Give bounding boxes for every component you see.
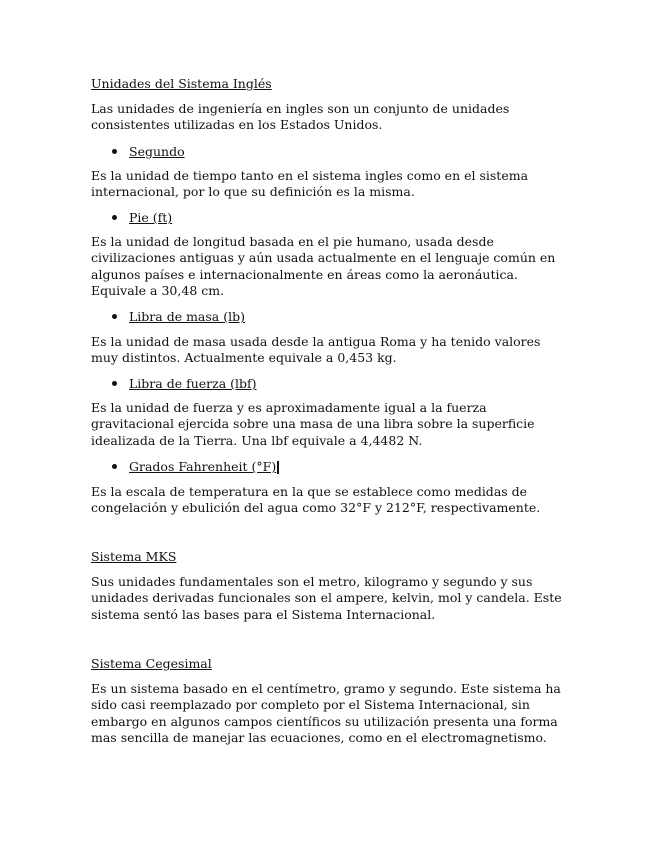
- section-text-cegesimal: Es un sistema basado en el centímetro, gramo y segundo. Este sistema ha sido casi reemplazado por completo por el Sistema Internacional, sin embargo en algunos campos científicos su utilización presenta una forma mas sencilla de manejar las ecuaciones, como en el electromagnetismo.: [91, 681, 561, 745]
- section-title-sistema-ingles: Unidades del Sistema Inglés: [91, 76, 272, 91]
- list-item-label: Grados Fahrenheit (°F): [129, 459, 277, 474]
- list-item-description: Es la unidad de fuerza y es aproximadamente igual a la fuerza gravitacional ejercida sobre una masa de una libra sobre la superficie idealizada de la Tierra. Una lbf equivale a 4,4482 N.: [91, 400, 535, 448]
- bullet-icon: [112, 464, 117, 469]
- bullet-icon: [112, 381, 117, 386]
- text-cursor: [277, 461, 279, 474]
- list-item-description: Es la unidad de longitud basada en el pie humano, usada desde civilizaciones antiguas y aún usada actualmente en el lenguaje común en algunos países e internacionalmente en áreas como la aeronáutica. Equivale a 30,48 cm.: [91, 234, 556, 298]
- list-item-segundo: [112, 144, 185, 159]
- list-item-libra-masa: [112, 309, 245, 324]
- list-item-description: Es la escala de temperatura en la que se establece como medidas de congelación y ebulición del agua como 32°F y 212°F, respectivamente.: [91, 484, 541, 516]
- list-item-libra-fuerza: [112, 376, 257, 391]
- list-item-label: Segundo: [129, 144, 185, 159]
- bullet-icon: [112, 215, 117, 220]
- list-item-label: Pie (ft): [129, 210, 173, 225]
- list-item-pie: [112, 210, 172, 225]
- section-text-mks: Sus unidades fundamentales son el metro, kilogramo y segundo y sus unidades derivadas funcionales son el ampere, kelvin, mol y candela. Este sistema sentó las bases para el Sistema Internacional.: [91, 574, 562, 622]
- section-title-mks: Sistema MKS: [91, 549, 177, 564]
- section-intro: Las unidades de ingeniería en ingles son un conjunto de unidades consistentes utilizadas en los Estados Unidos.: [91, 101, 510, 133]
- list-item-description: Es la unidad de tiempo tanto en el sistema ingles como en el sistema internacional, por lo que su definición es la misma.: [91, 168, 529, 200]
- bullet-icon: [112, 149, 117, 154]
- list-item-fahrenheit: [112, 459, 279, 474]
- section-title-cegesimal: Sistema Cegesimal: [91, 656, 212, 671]
- bullet-icon: [112, 314, 117, 319]
- list-item-description: Es la unidad de masa usada desde la antigua Roma y ha tenido valores muy distintos. Actualmente equivale a 0,453 kg.: [91, 334, 541, 366]
- list-item-label: Libra de masa (lb): [129, 309, 245, 324]
- list-item-label: Libra de fuerza (lbf): [129, 376, 257, 391]
